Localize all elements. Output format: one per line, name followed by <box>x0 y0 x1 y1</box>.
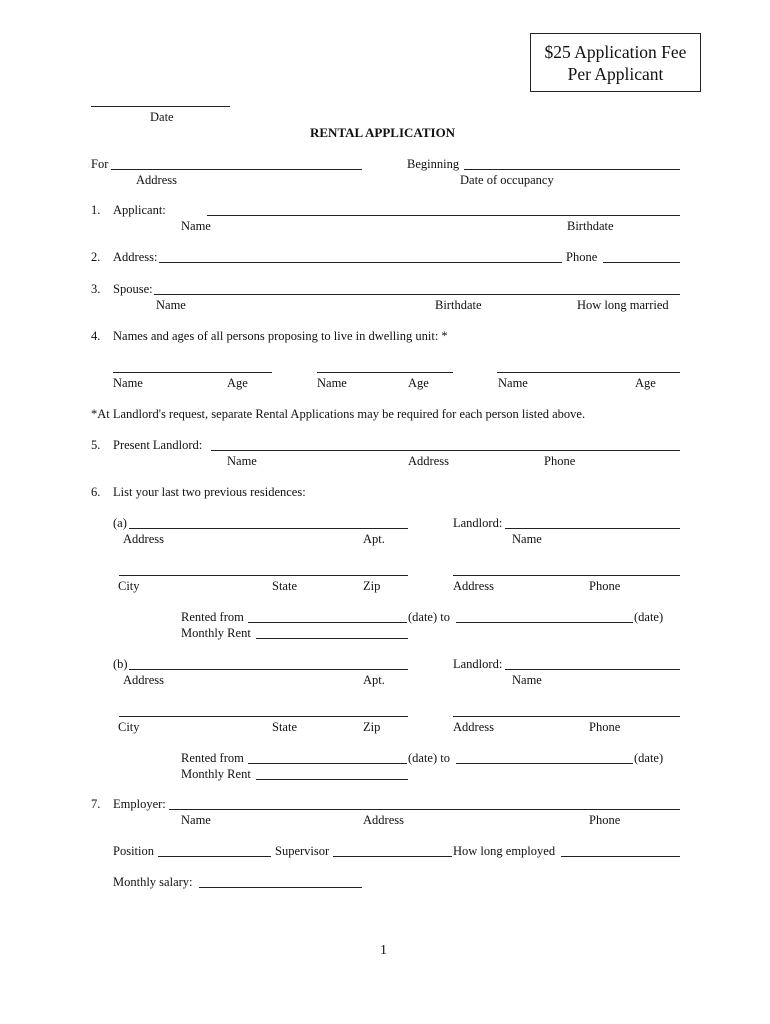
residence-b-apt-caption: Apt. <box>363 673 385 687</box>
residence-a-city-caption: City <box>118 579 140 593</box>
applicant-birthdate-caption: Birthdate <box>567 219 614 233</box>
residence-b-monthly-rent-label: Monthly Rent <box>181 767 251 781</box>
residence-b-rented-from-field[interactable] <box>248 763 407 764</box>
residence-a-landlord-label: Landlord: <box>453 516 503 530</box>
residence-a-apt-caption: Apt. <box>363 532 385 546</box>
how-long-employed-label: How long employed <box>453 844 556 858</box>
for-address-caption: Address <box>136 173 177 187</box>
residence-b-city-field[interactable] <box>119 716 408 717</box>
occupant-3-field[interactable] <box>497 372 680 373</box>
date-field[interactable] <box>91 106 230 107</box>
residence-a-rented-from-field[interactable] <box>248 622 407 623</box>
spouse-name-caption: Name <box>156 298 186 312</box>
residence-a-address-caption: Address <box>123 532 164 546</box>
beginning-date-field[interactable] <box>464 169 680 170</box>
q1-number: 1. <box>91 203 101 217</box>
q4-number: 4. <box>91 329 101 343</box>
residence-a-date-label: (date) <box>634 610 664 624</box>
how-long-employed-field[interactable] <box>561 856 680 857</box>
residence-a-address-field[interactable] <box>129 528 408 529</box>
residence-a-marker: (a) <box>113 516 127 530</box>
form-title: RENTAL APPLICATION <box>310 125 456 140</box>
beginning-label: Beginning <box>407 157 460 171</box>
occupants-label: Names and ages of all persons proposing to live in dwelling unit: * <box>113 329 448 343</box>
residence-a-landlord-address-field[interactable] <box>453 575 680 576</box>
applicant-field[interactable] <box>207 215 680 216</box>
q2-number: 2. <box>91 250 101 264</box>
residence-b-zip-caption: Zip <box>363 720 381 734</box>
address-field[interactable] <box>159 262 562 263</box>
landlord-request-note: *At Landlord's request, separate Rental Applications may be required for each person listed above. <box>91 407 586 421</box>
residence-a-zip-caption: Zip <box>363 579 381 593</box>
spouse-label: Spouse: <box>113 282 153 296</box>
residence-a-city-field[interactable] <box>119 575 408 576</box>
phone-field[interactable] <box>603 262 680 263</box>
employer-label: Employer: <box>113 797 166 811</box>
residence-b-landlord-phone-caption: Phone <box>589 720 621 734</box>
residence-b-address-caption: Address <box>123 673 164 687</box>
residence-b-rented-to-field[interactable] <box>456 763 633 764</box>
position-field[interactable] <box>158 856 271 857</box>
residence-b-state-caption: State <box>272 720 297 734</box>
residence-a-monthly-rent-field[interactable] <box>256 638 408 639</box>
supervisor-field[interactable] <box>333 856 452 857</box>
residence-a-landlord-name-caption: Name <box>512 532 542 546</box>
occupant-3-name-caption: Name <box>498 376 528 390</box>
for-address-field[interactable] <box>111 169 362 170</box>
residence-a-rented-to-field[interactable] <box>456 622 633 623</box>
landlord-phone-caption: Phone <box>544 454 576 468</box>
date-label: Date <box>150 110 174 124</box>
previous-residences-label: List your last two previous residences: <box>113 485 306 499</box>
employer-address-caption: Address <box>363 813 404 827</box>
monthly-salary-field[interactable] <box>199 887 362 888</box>
employer-field[interactable] <box>169 809 680 810</box>
address-label: Address: <box>113 250 158 264</box>
residence-b-landlord-name-caption: Name <box>512 673 542 687</box>
monthly-salary-label: Monthly salary: <box>113 875 193 889</box>
residence-b-date-label: (date) <box>634 751 664 765</box>
fee-line-2: Per Applicant <box>567 64 664 84</box>
landlord-name-caption: Name <box>227 454 257 468</box>
how-long-married-caption: How long married <box>577 298 669 312</box>
fee-line-1: $25 Application Fee <box>544 42 687 62</box>
for-label: For <box>91 157 109 171</box>
occupant-1-field[interactable] <box>113 372 272 373</box>
occupant-2-name-caption: Name <box>317 376 347 390</box>
q3-number: 3. <box>91 282 101 296</box>
present-landlord-field[interactable] <box>211 450 680 451</box>
landlord-address-caption: Address <box>408 454 449 468</box>
applicant-label: Applicant: <box>113 203 166 217</box>
residence-a-landlord-field[interactable] <box>505 528 680 529</box>
occupant-2-age-caption: Age <box>408 376 429 390</box>
q6-number: 6. <box>91 485 101 499</box>
employer-name-caption: Name <box>181 813 211 827</box>
residence-b-landlord-field[interactable] <box>505 669 680 670</box>
residence-b-rented-from-label: Rented from <box>181 751 244 765</box>
spouse-field[interactable] <box>154 294 680 295</box>
residence-b-monthly-rent-field[interactable] <box>256 779 408 780</box>
q5-number: 5. <box>91 438 101 452</box>
supervisor-label: Supervisor <box>275 844 330 858</box>
residence-b-landlord-label: Landlord: <box>453 657 503 671</box>
position-label: Position <box>113 844 154 858</box>
residence-a-rented-from-label: Rented from <box>181 610 244 624</box>
residence-a-landlord-address-caption: Address <box>453 579 494 593</box>
residence-a-landlord-phone-caption: Phone <box>589 579 621 593</box>
phone-label: Phone <box>566 250 598 264</box>
date-of-occupancy-caption: Date of occupancy <box>460 173 554 187</box>
residence-b-landlord-address-caption: Address <box>453 720 494 734</box>
spouse-birthdate-caption: Birthdate <box>435 298 482 312</box>
residence-a-monthly-rent-label: Monthly Rent <box>181 626 251 640</box>
employer-phone-caption: Phone <box>589 813 621 827</box>
occupant-2-field[interactable] <box>317 372 453 373</box>
residence-a-state-caption: State <box>272 579 297 593</box>
residence-b-address-field[interactable] <box>129 669 408 670</box>
residence-a-date-to-label: (date) to <box>408 610 450 624</box>
occupant-1-name-caption: Name <box>113 376 143 390</box>
residence-b-landlord-address-field[interactable] <box>453 716 680 717</box>
q7-number: 7. <box>91 797 101 811</box>
page-number: 1 <box>380 943 387 958</box>
residence-b-city-caption: City <box>118 720 140 734</box>
present-landlord-label: Present Landlord: <box>113 438 203 452</box>
residence-b-marker: (b) <box>113 657 128 671</box>
application-fee-box <box>530 33 701 92</box>
occupant-1-age-caption: Age <box>227 376 248 390</box>
applicant-name-caption: Name <box>181 219 211 233</box>
residence-b-date-to-label: (date) to <box>408 751 450 765</box>
occupant-3-age-caption: Age <box>635 376 656 390</box>
